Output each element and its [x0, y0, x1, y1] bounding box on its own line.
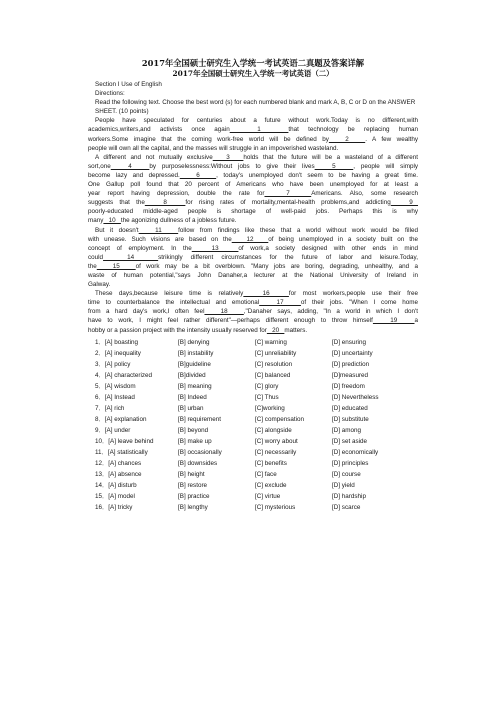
passage-text: that technology be replacing human	[288, 126, 418, 134]
option-choice: [D] educated	[332, 404, 368, 412]
option-choice: [D] principles	[332, 459, 369, 467]
passage-text: , today's unemployed don't seem to be having a great time.	[216, 171, 418, 179]
option-choice: [D] among	[332, 426, 362, 434]
passage-line	[88, 180, 418, 189]
passage-line	[88, 244, 418, 253]
blank-number: 5	[314, 162, 354, 170]
passage-text: of work may be a bit overblown. "Many jobs are boring, degrading, unhealthy, and a	[135, 262, 418, 270]
option-choice: [C] worry about	[255, 437, 298, 445]
option-choice: 7．[A] rich	[95, 404, 125, 412]
passage-text: These days,because leisure time is relatively	[95, 290, 244, 298]
passage-line	[88, 153, 418, 162]
option-choice: [B] meaning	[178, 382, 212, 390]
passage-text: . A few wealthy	[365, 135, 418, 143]
passage-line	[88, 226, 418, 235]
blank-number: 3	[212, 153, 244, 161]
option-choice: 16．[A] tricky	[95, 503, 133, 511]
option-choice: [D] ensuring	[332, 338, 366, 346]
passage-line	[88, 235, 418, 244]
option-row	[88, 359, 418, 370]
passage-line	[88, 253, 418, 262]
option-choice: 11．[A] statistically	[95, 448, 148, 456]
passage-line	[88, 125, 418, 134]
option-choice: 14．[A] disturb	[95, 481, 137, 489]
directions-text: Read the following text. Choose the best word (s) for each numbered blank and mark A, B, C or D on the ANSWER SHEET. (10 points)	[95, 99, 416, 116]
option-choice: [D] course	[332, 470, 361, 478]
option-row	[88, 491, 418, 502]
blank-number: 6	[179, 171, 217, 179]
passage-text: People have speculated for centuries about a future without work.Today is no different,with	[95, 117, 418, 125]
option-choice: [D] substitute	[332, 415, 369, 423]
option-choice: [B] practice	[178, 492, 210, 500]
option-row	[88, 337, 418, 348]
passage-line	[88, 262, 418, 271]
passage-text: Americans. Also, some research	[311, 190, 419, 198]
option-choice: [D] yield	[332, 481, 355, 489]
passage-text: for rising rates of mortality,mental-health problems,and addicting	[185, 199, 391, 207]
blank-number: 7	[264, 190, 312, 198]
passage-line	[88, 162, 418, 171]
option-row	[88, 469, 418, 480]
passage-text: the agonizing dullness of a jobless future.	[120, 217, 237, 225]
blank-number: 20	[266, 326, 285, 334]
passage-line	[88, 289, 418, 298]
blank-number: 19	[372, 317, 415, 325]
passage-text: for most workers,people use their free	[288, 290, 418, 298]
passage-text: have to work, I might feel rather different"—perhaps different enough to throw himself	[88, 317, 373, 325]
paragraph	[88, 289, 418, 334]
option-choice: [C] exclude	[255, 481, 287, 489]
option-choice: 13．[A] absence	[95, 470, 142, 478]
passage	[88, 116, 418, 334]
option-row	[88, 370, 418, 381]
option-row	[88, 381, 418, 392]
option-choice: [C] glory	[255, 382, 279, 390]
passage-line	[88, 326, 418, 335]
passage-text: poorly-educated middle-aged people is shortage of well-paid jobs. Perhaps this is why	[88, 208, 418, 216]
passage-text: But it doesn't	[95, 226, 139, 234]
passage-line	[88, 198, 418, 207]
option-choice: [B] denying	[178, 338, 210, 346]
passage-text: One Gallup poll found that 20 percent of Americans who have been unemployed for at least a	[88, 181, 418, 189]
option-choice: [C] necessarily	[255, 448, 297, 456]
passage-text: academics,writers,and activists once again	[88, 126, 230, 134]
option-choice: [B]guideline	[178, 360, 211, 368]
blank-number: 14	[103, 253, 159, 261]
passage-text: follow from findings like these that a world without work would be filled	[178, 226, 418, 234]
passage-text: strikingly different circumstances for the future of labor and leisure.Today,	[158, 253, 418, 261]
option-choice: 9．[A] under	[95, 426, 131, 434]
directions-label: Directions:	[95, 90, 125, 98]
option-choice: [D] economically	[332, 448, 379, 456]
option-choice: [C]working	[255, 404, 285, 412]
passage-line	[88, 116, 418, 125]
option-choice: [D]measured	[332, 371, 369, 379]
paragraph	[88, 116, 418, 152]
passage-text: of their jobs. "When I come home	[300, 299, 418, 307]
passage-line	[88, 171, 418, 180]
passage-text: holds that the future will be a wasteland of a different	[243, 153, 419, 161]
option-choice: [C] unreliability	[255, 349, 297, 357]
blank-number: 12	[231, 235, 269, 243]
option-choice: [B] requirement	[178, 415, 222, 423]
option-row	[88, 447, 418, 458]
answer-options	[88, 337, 418, 513]
passage-line	[88, 316, 418, 325]
paragraph	[88, 226, 418, 290]
option-choice: [C] benefits	[255, 459, 287, 467]
blank-number: 4	[110, 162, 150, 170]
passage-text: concept of employment. In the	[88, 244, 192, 252]
passage-text: time to counterbalance the intellectual and emotional	[88, 299, 260, 307]
option-choice: [D] Nevertheless	[332, 393, 379, 401]
passage-text: by purposelessness:Without jobs to give their lives	[149, 162, 315, 170]
passage-text: A different and not mutually exclusive	[95, 153, 213, 161]
passage-line	[88, 298, 418, 307]
blank-number: 11	[138, 226, 179, 234]
blank-number: 18	[204, 308, 244, 316]
passage-text: many	[88, 217, 104, 225]
option-choice: [B] make up	[178, 437, 212, 445]
option-row	[88, 414, 418, 425]
passage-text: people will own all the capital, and the masses will struggle in an impoverished wasteland.	[88, 144, 339, 152]
blank-number: 8	[144, 199, 186, 207]
option-choice: 4．[A] characterized	[95, 371, 153, 379]
option-choice: [B] downsides	[178, 459, 218, 467]
option-row	[88, 458, 418, 469]
option-row	[88, 436, 418, 447]
option-choice: [B] height	[178, 470, 205, 478]
option-choice: [B]divided	[178, 371, 206, 379]
page-content	[88, 58, 418, 513]
passage-text: sort,one	[88, 162, 111, 170]
option-choice: [B] lengthy	[178, 503, 208, 511]
option-choice: [C] mysterious	[255, 503, 296, 511]
option-choice: 5．[A] wisdom	[95, 382, 136, 390]
passage-text: suggests that the	[88, 199, 145, 207]
passage-text: of being unemployed in a society built on the	[268, 235, 418, 243]
passage-text: could	[88, 253, 104, 261]
option-row	[88, 425, 418, 436]
option-choice: [B] beyond	[178, 426, 209, 434]
option-choice: 2．[A] inequality	[95, 349, 141, 357]
passage-line	[88, 280, 418, 289]
option-choice: 1．[A] boasting	[95, 338, 139, 346]
option-choice: 10．[A] leave behind	[95, 437, 154, 445]
option-choice: [C] Thus	[255, 393, 279, 401]
option-choice: [C] face	[255, 470, 277, 478]
option-choice: 6．[A] Instead	[95, 393, 135, 401]
passage-text: workers.Some imagine that the coming work-free world will be defined by	[88, 135, 329, 143]
option-choice: [D] uncertainty	[332, 349, 373, 357]
blank-number: 13	[191, 244, 239, 252]
option-choice: 15．[A] model	[95, 492, 135, 500]
blank-number: 17	[259, 299, 301, 307]
option-choice: [B] urban	[178, 404, 204, 412]
passage-text: from a hard day's work,I often feel	[88, 308, 205, 316]
passage-line	[88, 144, 418, 153]
option-choice: 12．[A] chances	[95, 459, 142, 467]
option-choice: [D] set aside	[332, 437, 367, 445]
option-choice: [B] occasionally	[178, 448, 222, 456]
passage-line	[88, 307, 418, 316]
passage-text: become lazy and depressed.	[88, 171, 180, 179]
passage-text: hobby or a passion project with the intensity usually reserved for	[88, 326, 267, 334]
option-choice: [D] hardship	[332, 492, 366, 500]
passage-text: year report having depression, double the rate for	[88, 190, 265, 198]
passage-line	[88, 207, 418, 216]
blank-number: 15	[96, 262, 136, 270]
option-choice: [C] warning	[255, 338, 287, 346]
option-choice: [D] prediction	[332, 360, 370, 368]
section-heading: Section I Use of English	[95, 81, 162, 88]
option-choice: [C] virtue	[255, 492, 281, 500]
option-choice: [C] alongside	[255, 426, 292, 434]
blank-number: 10	[103, 217, 121, 225]
passage-text: waste of human potential,"says John Danaher,a lecturer at the National University of Ireland in	[88, 271, 418, 279]
option-choice: [B] restore	[178, 481, 208, 489]
passage-text: a	[414, 317, 418, 325]
option-row	[88, 392, 418, 403]
passage-line	[88, 189, 418, 198]
passage-text: , people will simply	[353, 162, 419, 170]
option-choice: [D] freedom	[332, 382, 365, 390]
blank-number: 2	[328, 135, 366, 143]
passage-text: matters.	[284, 326, 308, 334]
option-choice: 3．[A] policy	[95, 360, 131, 368]
option-choice: [B] instability	[178, 349, 214, 357]
blank-number: 1	[229, 126, 289, 134]
passage-text: the	[88, 262, 97, 270]
passage-text: Galway.	[88, 281, 111, 289]
option-row	[88, 403, 418, 414]
passage-text: of work,a society designed with other ends in mind	[238, 244, 418, 252]
option-choice: [D] scarce	[332, 503, 361, 511]
paragraph	[88, 153, 418, 226]
option-choice: [B] Indeed	[178, 393, 207, 401]
passage-text: with unease. Such visions are based on the	[88, 235, 232, 243]
passage-line	[88, 271, 418, 280]
option-row	[88, 480, 418, 491]
option-row	[88, 502, 418, 513]
option-row	[88, 348, 418, 359]
blank-number: 9	[390, 199, 419, 207]
option-choice: [C] resolution	[255, 360, 293, 368]
passage-line	[88, 216, 418, 225]
passage-line	[88, 135, 418, 144]
option-choice: [C] balanced	[255, 371, 291, 379]
passage-text: ,"Danaher says, adding, "In a world in which I don't	[243, 308, 418, 316]
sub-title: 2017年全国硕士研究生入学统一考试英语（二）	[172, 69, 334, 78]
main-title: 2017年全国硕士研究生入学统一考试英语二真题及答案详解	[141, 58, 365, 68]
option-choice: 8．[A] explanation	[95, 415, 147, 423]
option-choice: [C] compensation	[255, 415, 305, 423]
blank-number: 16	[243, 290, 289, 298]
